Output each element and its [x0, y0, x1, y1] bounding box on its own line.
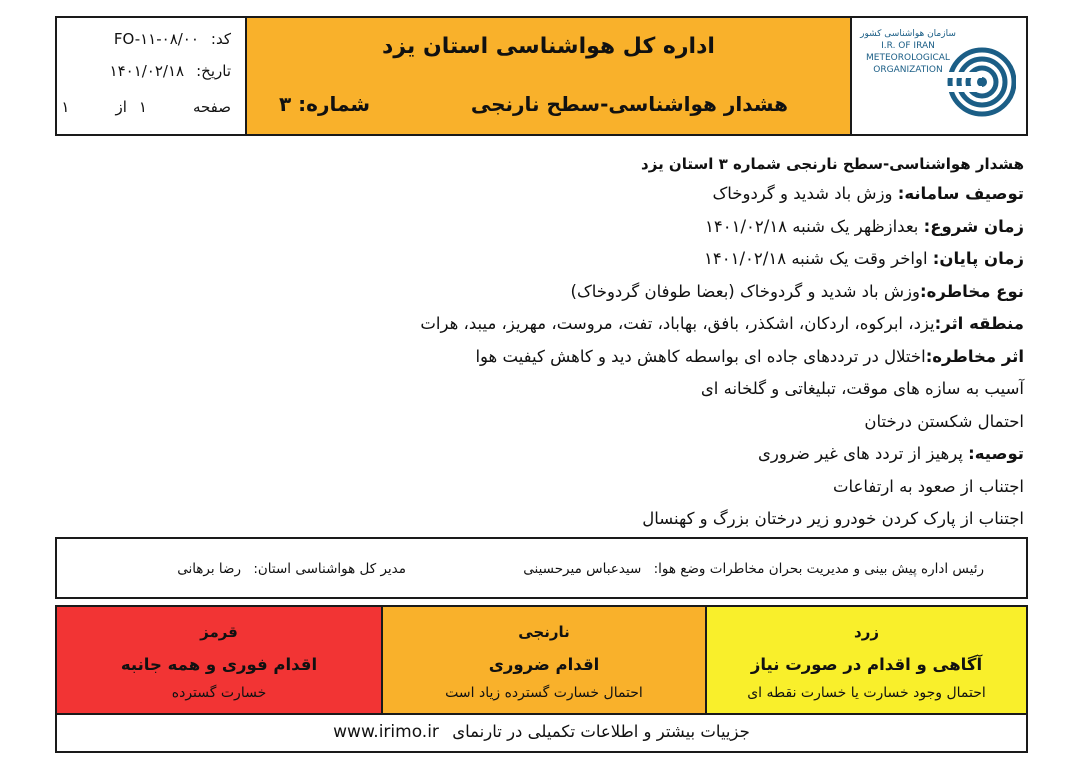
region-value: یزد، ابرکوه، اردکان، اشکذر، بافق، بهاباد، تفت، مروست، مهریز، میبد، هرات	[420, 314, 935, 333]
legend-orange-action: اقدام ضروری	[488, 655, 600, 674]
signature-name-1: سیدعباس میرحسینی	[523, 561, 642, 577]
page-current: ۱	[138, 98, 147, 116]
region-label: منطقه اثر:	[934, 314, 1024, 333]
hazard-label: نوع مخاطره:	[919, 281, 1024, 301]
signature-forecast-head	[523, 561, 984, 577]
signature-box	[55, 537, 1028, 599]
signature-director	[177, 561, 406, 577]
website-link[interactable]: www.irimo.ir	[333, 722, 439, 742]
page-total: ۱	[61, 98, 70, 116]
hazard-line	[264, 276, 1024, 309]
warning-level: هشدار هواشناسی-سطح نارنجی	[470, 92, 788, 116]
legend-orange-title: نارنجی	[518, 623, 570, 641]
end-line	[264, 243, 1024, 276]
legend-red-desc: خسارت گسترده	[171, 685, 267, 701]
date-row	[110, 62, 231, 80]
effect-value: اختلال در ترددهای جاده ای بواسطه کاهش دید و کاهش کیفیت هوا	[475, 346, 926, 366]
end-label: زمان پایان:	[932, 249, 1024, 268]
logo-text: سازمان هواشناسی کشور I.R. OF IRAN METEOROLOGICAL ORGANIZATION	[860, 29, 956, 75]
code-row	[114, 30, 231, 48]
system-value: وزش باد شدید و گردوخاک	[712, 184, 898, 203]
office-title: اداره کل هواشناسی استان یزد	[382, 34, 715, 59]
legend-red-title: قرمز	[200, 623, 238, 641]
advice-value: پرهیز از تردد های غیر ضروری	[757, 444, 969, 463]
footer-text: جزییات بیشتر و اطلاعات تکمیلی در تارنمای	[452, 722, 750, 741]
advice-line	[264, 438, 1024, 471]
effect-label: اثر مخاطره:	[925, 346, 1024, 366]
system-line	[264, 178, 1024, 211]
legend-red	[57, 607, 381, 713]
date-label: تاریخ:	[196, 62, 231, 80]
footer-note	[55, 713, 1028, 753]
hazard-value: وزش باد شدید و گردوخاک (بعضا طوفان گردوخاک)	[570, 281, 920, 301]
legend-yellow-action: آگاهی و اقدام در صورت نیاز	[750, 655, 983, 674]
code-label: کد:	[210, 30, 231, 48]
signature-role-2: مدیر کل هواشناسی استان:	[253, 561, 406, 577]
signature-role-1: رئیس اداره پیش بینی و مدیریت بحران مخاطرات وضع هوا:	[653, 561, 984, 577]
date-value: ۱۴۰۱/۰۲/۱۸	[109, 62, 185, 80]
signature-name-2: رضا برهانی	[177, 561, 242, 577]
irimo-logo	[850, 18, 1026, 134]
advice-label: توصیه:	[968, 444, 1024, 463]
legend-yellow-desc: احتمال وجود خسارت یا خسارت نقطه ای	[747, 685, 986, 701]
region-line	[264, 308, 1024, 341]
page-row	[61, 98, 231, 116]
legend-orange-desc: احتمال خسارت گسترده زیاد است	[445, 685, 643, 701]
legend-yellow	[705, 607, 1026, 713]
logo-spiral-icon	[946, 28, 1016, 124]
system-label: توصیف سامانه:	[897, 184, 1024, 203]
legend-orange	[381, 607, 705, 713]
warning-level-legend	[55, 605, 1028, 715]
advice-line-3: اجتناب از پارک کردن خودرو زیر درختان بزرگ و کهنسال	[642, 509, 1024, 528]
warning-number: شماره: ۳	[279, 92, 371, 116]
page-label: صفحه	[192, 98, 231, 116]
document-meta-box	[57, 18, 247, 134]
effect-line-3: احتمال شکستن درختان	[864, 411, 1024, 431]
start-label: زمان شروع:	[923, 216, 1024, 236]
effect-line-2: آسیب به سازه های موقت، تبلیغاتی و گلخانه ای	[700, 379, 1024, 398]
end-value: اواخر وقت یک شنبه ۱۴۰۱/۰۲/۱۸	[704, 249, 933, 268]
code-value: FO-۱۱-۰۸/۰۰	[113, 30, 199, 48]
start-value: بعدازظهر یک شنبه ۱۴۰۱/۰۲/۱۸	[705, 216, 924, 236]
start-line	[264, 211, 1024, 244]
advice-line-2: اجتناب از صعود به ارتفاعات	[832, 476, 1024, 496]
document-header	[55, 16, 1028, 136]
legend-yellow-title: زرد	[854, 623, 879, 641]
warning-heading: هشدار هواشناسی-سطح نارنجی شماره ۳ استان یزد	[641, 155, 1024, 173]
legend-red-action: اقدام فوری و همه جانبه	[120, 655, 318, 674]
header-title-box	[247, 18, 850, 134]
effect-line	[264, 341, 1024, 374]
page-of: از	[115, 98, 127, 116]
warning-body	[264, 150, 1024, 536]
